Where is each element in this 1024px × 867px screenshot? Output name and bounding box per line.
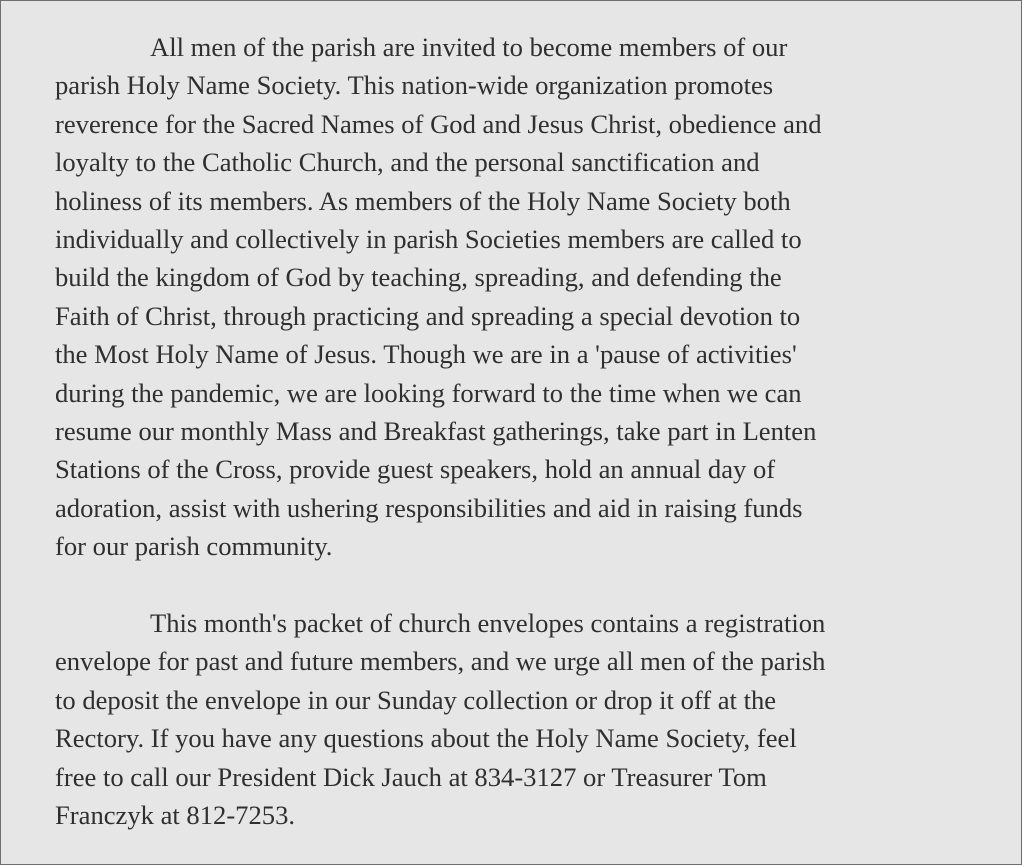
text-line: envelope for past and future members, and we urge all men of the parish: [55, 646, 826, 677]
text-line: individually and collectively in parish Societies members are called to: [55, 224, 802, 255]
text-line: free to call our President Dick Jauch at 834-3127 or Treasurer Tom: [55, 761, 767, 792]
text-line: build the kingdom of God by teaching, spreading, and defending the: [55, 262, 782, 293]
paragraph-registration: [55, 604, 985, 834]
text-line: adoration, assist with ushering responsibilities and aid in raising funds: [55, 492, 803, 523]
text-line: This month's packet of church envelopes contains a registration: [150, 608, 826, 639]
bulletin-text: [55, 28, 985, 835]
text-line: Faith of Christ, through practicing and spreading a special devotion to: [55, 300, 801, 331]
text-line: parish Holy Name Society. This nation-wide organization promotes: [55, 70, 774, 101]
text-line: Stations of the Cross, provide guest speakers, hold an annual day of: [55, 454, 776, 485]
text-line: Rectory. If you have any questions about the Holy Name Society, feel: [55, 723, 797, 754]
paragraph-gap: [55, 566, 985, 604]
text-line: resume our monthly Mass and Breakfast gatherings, take part in Lenten: [55, 416, 817, 447]
text-line: holiness of its members. As members of the Holy Name Society both: [55, 185, 791, 216]
paragraph-holy-name-society: [55, 28, 985, 566]
text-line: loyalty to the Catholic Church, and the personal sanctification and: [55, 147, 760, 178]
text-line: All men of the parish are invited to become members of our: [150, 32, 788, 62]
text-line: Franczyk at 812-7253.: [55, 800, 296, 831]
text-line: the Most Holy Name of Jesus. Though we are in a 'pause of activities': [55, 339, 797, 370]
text-line: reverence for the Sacred Names of God and Jesus Christ, obedience and: [55, 108, 822, 139]
text-line: to deposit the envelope in our Sunday collection or drop it off at the: [55, 684, 777, 715]
text-line: during the pandemic, we are looking forward to the time when we can: [55, 377, 802, 408]
text-line: for our parish community.: [55, 531, 333, 562]
